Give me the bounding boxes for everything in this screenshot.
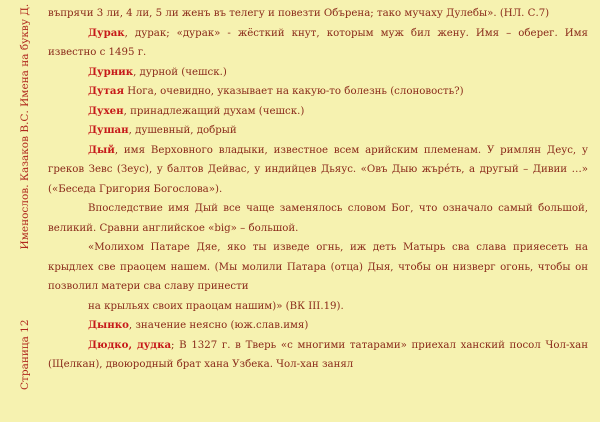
side-margin bbox=[8, 0, 30, 422]
headword: Дынко bbox=[88, 319, 129, 331]
quote-continuation: на крыльях своих праоцам нашим)» (ВК III.19). bbox=[88, 300, 344, 312]
side-caption bbox=[19, 4, 31, 390]
entry-dyy: Дый, имя Верховного владыки, известное всем арийским племенам. У римлян Деус, у греков Зевс (Зеус), у балтов Дейвас, у индийцев Дьяус. «Овъ Дыю жърéть, а другый – Дивии …» («Беседа Григория Богослова»). bbox=[48, 143, 588, 195]
entry-dushan: Душан, душевный, добрый bbox=[88, 124, 237, 136]
headword: Дурак bbox=[88, 26, 125, 39]
text-line: въпрячи 3 ли, 4 ли, 5 ли женъ въ телегу и повезти Обърена; тако мучаху Дулебы». (НЛ. С.7) bbox=[48, 8, 550, 19]
headword: Дый bbox=[88, 143, 115, 156]
headword: Душан bbox=[88, 124, 129, 136]
main-text bbox=[48, 4, 588, 375]
headword-variant: , дудка bbox=[128, 338, 172, 351]
headword: Дутая bbox=[88, 85, 125, 97]
entry-dynko: Дынко, значение неясно (юж.слав.имя) bbox=[88, 319, 309, 331]
page-number-label: Страница 12 bbox=[19, 319, 31, 390]
headword: Дурник bbox=[88, 65, 134, 78]
entry-durak: Дурак, дурак; «дурак» - жёсткий кнут, которым муж бил жену. Имя – оберег. Имя известно с 1495 г. bbox=[48, 26, 588, 58]
entry-duhen: Духен, принадлежащий духам (чешск.) bbox=[88, 104, 305, 117]
entry-dyudko: Дюдко, дудка; В 1327 г. в Тверь «с многими татарами» приехал ханский посол Чол-хан (Щелкан), двоюродный брат хана Узбека. Чол-хан занял bbox=[48, 338, 588, 370]
headword: Духен bbox=[88, 104, 124, 117]
headword: Дюдко bbox=[88, 338, 129, 351]
entry-durnik: Дурник, дурной (чешск.) bbox=[88, 65, 227, 78]
paragraph: Впоследствие имя Дый все чаще заменялось словом Бог, что означало самый большой, великий. Сравни английское «big» – большой. bbox=[48, 203, 588, 234]
quote-paragraph: «Молихом Патаре Дяе, яко ты изведе огнь, иж деть Матырь сва слава прияесеть на крыдлех све праоцем нашем. (Мы молили Патара (отца) Дыя, чтобы он низверг огонь, чтобы он позволил матери сва славу принести bbox=[48, 242, 588, 292]
book-title-label: Именослов. Казаков В.С. Имена на букву Д. bbox=[19, 3, 31, 250]
entry-dutaya: Дутая Нога, очевидно, указывает на какую-то болезнь (слоновость?) bbox=[88, 85, 464, 97]
